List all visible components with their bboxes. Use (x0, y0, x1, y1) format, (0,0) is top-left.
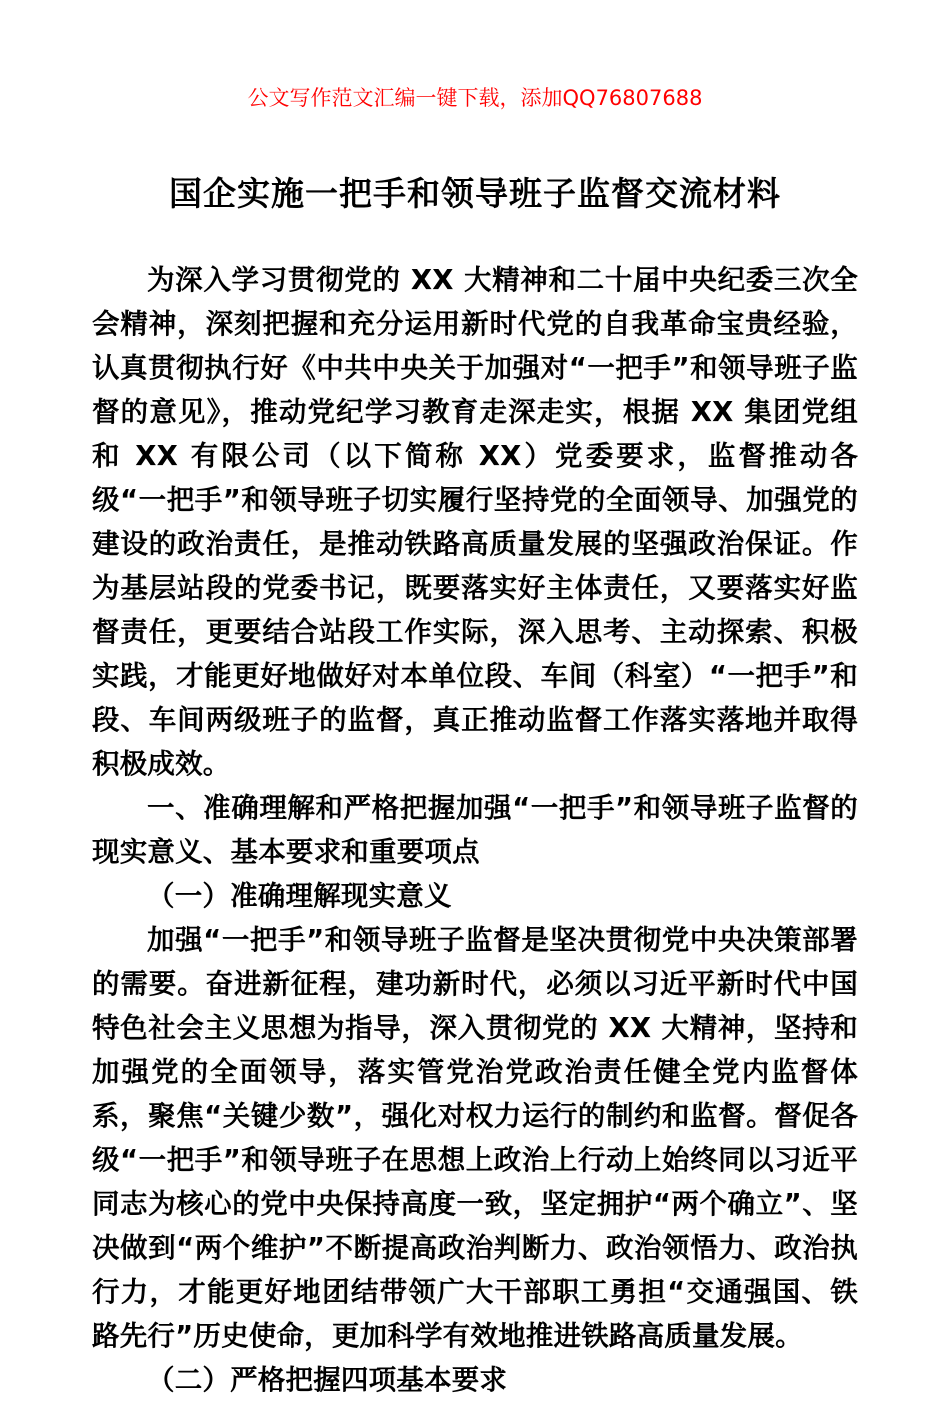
section-heading-1: 一、准确理解和严格把握加强“一把手”和领导班子监督的现实意义、基本要求和重要项点 (92, 792, 858, 869)
paragraph-2: 加强“一把手”和领导班子监督是坚决贯彻党中央决策部署的需要。奋进新征程，建功新时代，必须以习近平新时代中国特色社会主义思想为指导，深入贯彻党的 XX 大精神，坚持和加强党的全面领导，落实管党治党政治责任健全党内监督体系，聚焦“关键少数”，强化对权力运行的制约和监督。督促各级“一把手”和领导班子在思想上政治上行动上始终同以习近平同志为核心的党中央保持高度一致，坚定拥护“两个确立”、坚决做到“两个维护”不断提高政治判断力、政治领悟力、政治执行力，才能更好地团结带领广大干部职工勇担“交通强国、铁路先行”历史使命，更加科学有效地推进铁路高质量发展。 (92, 924, 858, 1353)
document-body (92, 258, 858, 1402)
subsection-heading-1: （一）准确理解现实意义 (147, 880, 452, 913)
subsection-heading-2: （二）严格把握四项基本要求 (147, 1364, 508, 1397)
page-title: 国企实施一把手和领导班子监督交流材料 (169, 174, 781, 214)
watermark-text: 公文写作范文汇编一键下载，添加QQ76807688 (247, 86, 703, 110)
paragraph-1: 为深入学习贯彻党的 XX 大精神和二十届中央纪委三次全会精神，深刻把握和充分运用新时代党的自我革命宝贵经验，认真贯彻执行好《中共中央关于加强对“一把手”和领导班子监督的意见》，推动党纪学习教育走深走实，根据 XX 集团党组和 XX 有限公司（以下简称 XX）党委要求，监督推动各级“一把手”和领导班子切实履行坚持党的全面领导、加强党的建设的政治责任，是推动铁路高质量发展的坚强政治保证。作为基层站段的党委书记，既要落实好主体责任，又要落实好监督责任，更要结合站段工作实际，深入思考、主动探索、积极实践，才能更好地做好对本单位段、车间（科室）“一把手”和段、车间两级班子的监督，真正推动监督工作落实落地并取得积极成效。 (92, 264, 858, 781)
